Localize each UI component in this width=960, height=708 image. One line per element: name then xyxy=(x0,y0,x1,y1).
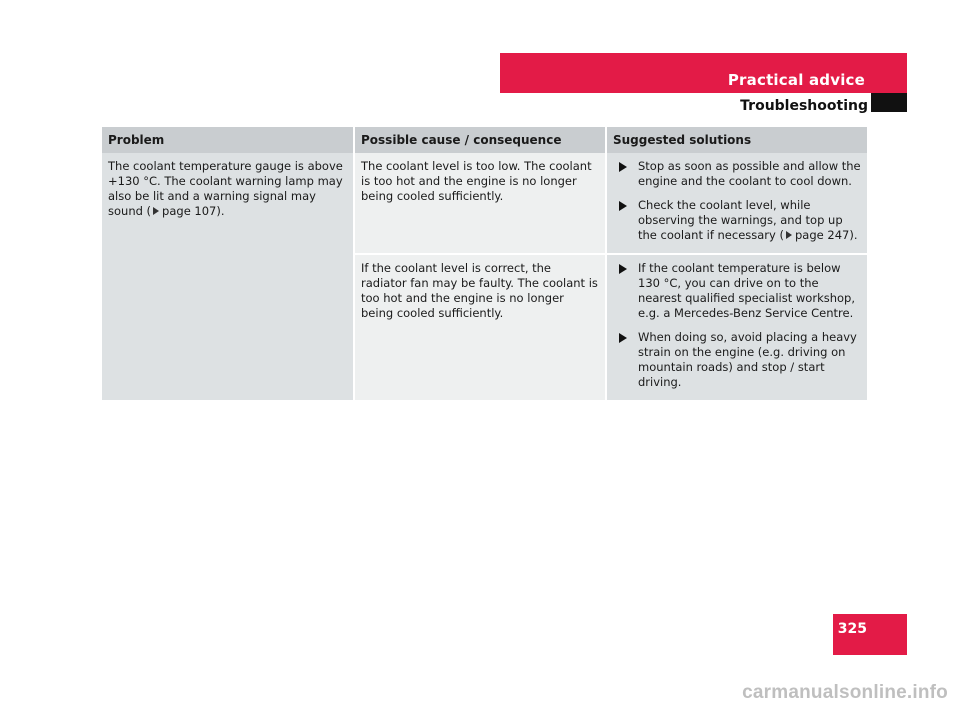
page-number-box xyxy=(833,614,907,655)
action-arrow-icon xyxy=(619,201,627,211)
problem-text: The coolant temperature gauge is above +130 °C. The coolant warning lamp may also be lit and a warning signal may sound ( xyxy=(108,159,343,218)
solution-page-ref[interactable]: page 247 xyxy=(795,228,850,242)
cause-cell: If the coolant level is correct, the radiator fan may be faulty. The coolant is too hot and the engine is no longer being cooled sufficiently. xyxy=(354,254,606,400)
solution-item xyxy=(613,330,861,390)
solution-item xyxy=(613,198,861,243)
solutions-cell xyxy=(606,153,867,254)
column-header-solutions: Suggested solutions xyxy=(606,127,867,153)
page-reference-icon xyxy=(153,207,159,215)
column-header-problem: Problem xyxy=(102,127,354,153)
solution-item xyxy=(613,159,861,189)
solution-text: Stop as soon as possible and allow the engine and the coolant to cool down. xyxy=(638,159,861,188)
problem-cell xyxy=(102,153,354,400)
action-arrow-icon xyxy=(619,264,627,274)
column-header-cause: Possible cause / consequence xyxy=(354,127,606,153)
solution-text-end: ). xyxy=(849,228,858,242)
section-title: Practical advice xyxy=(727,71,865,89)
problem-text-end: ). xyxy=(216,204,225,218)
solution-text-wrap xyxy=(638,198,861,243)
solution-text: If the coolant temperature is below 130 °C, you can drive on to the nearest qualified specialist workshop, e.g. a Mercedes-Benz Service Centre. xyxy=(638,261,855,320)
troubleshooting-table xyxy=(102,127,867,400)
problem-page-ref[interactable]: page 107 xyxy=(162,204,217,218)
action-arrow-icon xyxy=(619,162,627,172)
action-arrow-icon xyxy=(619,333,627,343)
watermark: carmanualsonline.info xyxy=(742,682,948,703)
subsection-marker xyxy=(871,93,907,112)
solution-text: Check the coolant level, while observing the warnings, and top up the coolant if necessary ( xyxy=(638,198,843,242)
page-reference-icon xyxy=(786,231,792,239)
solution-item xyxy=(613,261,861,321)
section-header-bar xyxy=(500,53,907,93)
solutions-cell xyxy=(606,254,867,400)
subsection-title: Troubleshooting xyxy=(740,98,868,114)
solution-text: When doing so, avoid placing a heavy strain on the engine (e.g. driving on mountain roads) and stop / start driving. xyxy=(638,330,857,389)
table-row xyxy=(102,153,867,254)
cause-cell: The coolant level is too low. The coolant is too hot and the engine is no longer being cooled sufficiently. xyxy=(354,153,606,254)
page-number: 325 xyxy=(837,621,867,637)
table-header-row xyxy=(102,127,867,153)
